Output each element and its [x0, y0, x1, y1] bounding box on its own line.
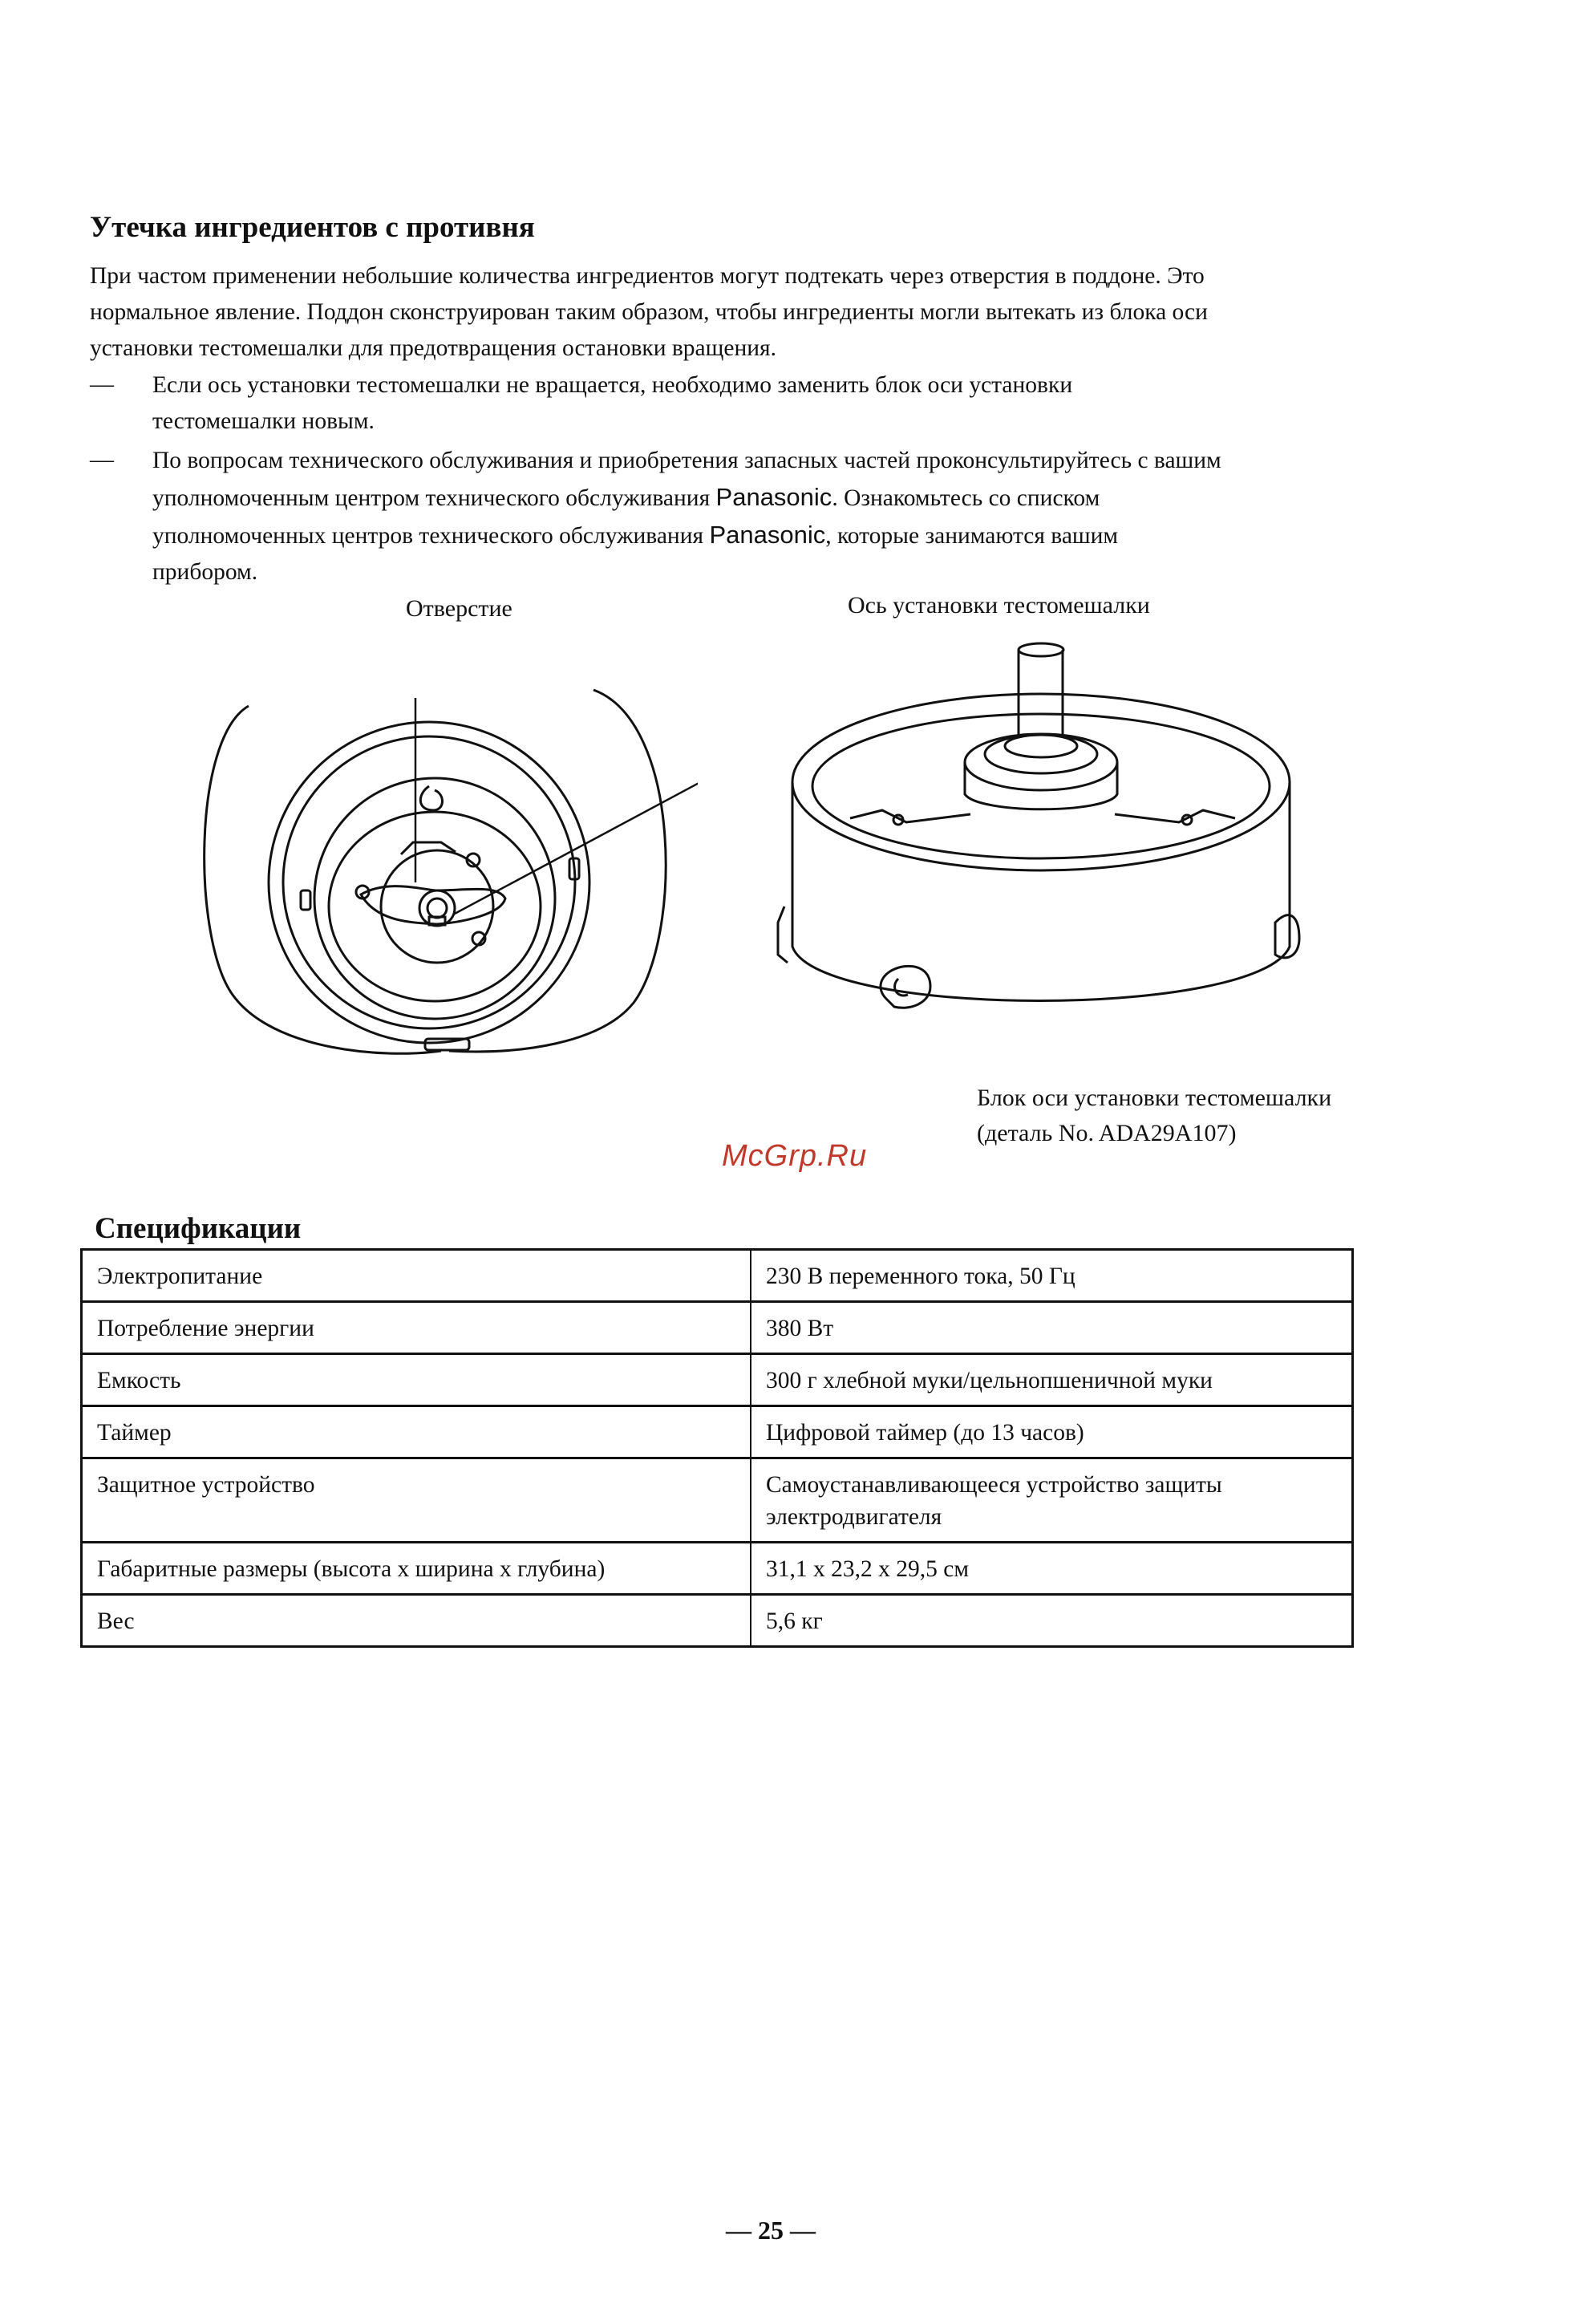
bullet-line: тестомешалки новым.: [152, 408, 375, 434]
page-number: — 25 —: [726, 2216, 816, 2245]
bullet-dash: —: [90, 371, 114, 397]
table-row: [82, 1302, 1353, 1354]
bullet-text: , которые занимаются вашим: [825, 523, 1119, 549]
spec-key: Защитное устройство: [82, 1458, 751, 1543]
spec-value: 230 В переменного тока, 50 Гц: [751, 1250, 1353, 1302]
figure-caption-line: Блок оси установки тестомешалки: [977, 1085, 1332, 1111]
label-hole: Отверстие: [406, 595, 512, 622]
watermark: McGrp.Ru: [722, 1139, 868, 1173]
section-heading-leak: Утечка ингредиентов с противня: [90, 211, 535, 244]
paragraph-line: При частом применении небольшие количества ингредиентов могут подтекать через отверстия в поддоне. Это: [90, 263, 1205, 289]
spec-value: 380 Вт: [751, 1302, 1353, 1354]
paragraph-line: нормальное явление. Поддон сконструирован таким образом, чтобы ингредиенты могли вытекать из блока оси: [90, 299, 1208, 325]
spec-value: 31,1 x 23,2 x 29,5 см: [751, 1543, 1353, 1595]
bullet-item: [152, 367, 1436, 440]
bullet-dash: —: [90, 446, 114, 473]
label-kneader-axis: Ось установки тестомешалки: [848, 592, 1150, 619]
paragraph-line: установки тестомешалки для предотвращения остановки вращения.: [90, 335, 776, 361]
table-row: [82, 1595, 1353, 1647]
table-row: [82, 1406, 1353, 1458]
section-heading-specs: Спецификации: [95, 1212, 302, 1245]
spec-key: Потребление энергии: [82, 1302, 751, 1354]
bread-pan-bottom-illustration: [184, 674, 698, 1075]
bullet-text: . Ознакомьтесь со списком: [832, 485, 1100, 511]
spec-key: Габаритные размеры (высота x ширина x глубина): [82, 1543, 751, 1595]
table-row: [82, 1458, 1353, 1543]
spec-key: Электропитание: [82, 1250, 751, 1302]
spec-value: 300 г хлебной муки/цельнопшеничной муки: [751, 1354, 1353, 1406]
specs-table: [80, 1248, 1354, 1648]
spec-value: 5,6 кг: [751, 1595, 1353, 1647]
kneader-axis-unit-illustration: [770, 642, 1307, 1059]
spec-value-line: электродвигателя: [766, 1504, 942, 1530]
bullet-line: [152, 517, 1436, 554]
spec-value-line: Самоустанавливающееся устройство защиты: [766, 1472, 1222, 1498]
bullet-line: Если ось установки тестомешалки не вращается, необходимо заменить блок оси установки: [152, 372, 1073, 398]
bullet-line: По вопросам технического обслуживания и приобретения запасных частей проконсультируйтесь с вашим: [152, 448, 1221, 473]
spec-key: Таймер: [82, 1406, 751, 1458]
table-row: [82, 1354, 1353, 1406]
bullet-item: [152, 443, 1436, 590]
bullet-line: [152, 479, 1436, 517]
spec-value: [751, 1458, 1353, 1543]
spec-value: Цифровой таймер (до 13 часов): [751, 1406, 1353, 1458]
leak-paragraph: [90, 258, 1437, 367]
table-row: [82, 1250, 1353, 1302]
bullet-text: уполномоченных центров технического обслуживания: [152, 523, 710, 549]
bullet-line: прибором.: [152, 559, 258, 585]
bullet-text: уполномоченным центром технического обслуживания: [152, 485, 716, 511]
spec-key: Емкость: [82, 1354, 751, 1406]
figure-caption-line: (деталь No. ADA29A107): [977, 1120, 1237, 1146]
brand-name: Panasonic: [715, 483, 832, 511]
brand-name: Panasonic: [709, 521, 826, 549]
spec-key: Вес: [82, 1595, 751, 1647]
table-row: [82, 1543, 1353, 1595]
